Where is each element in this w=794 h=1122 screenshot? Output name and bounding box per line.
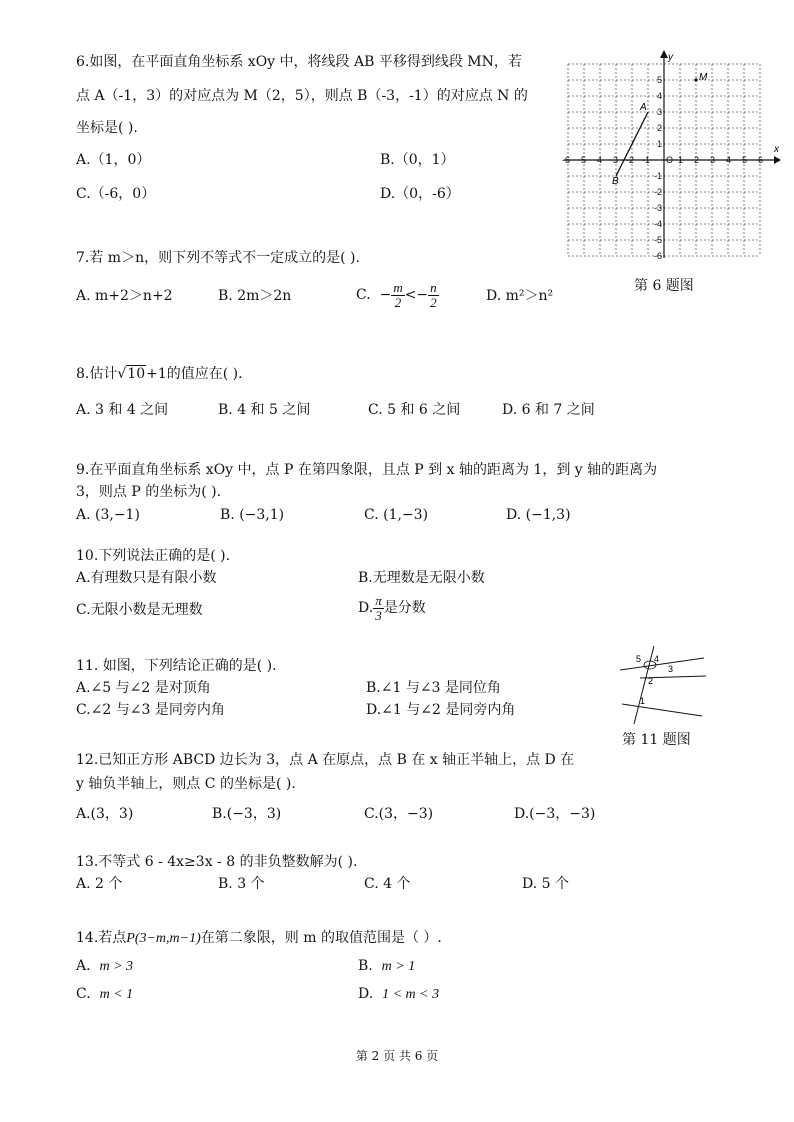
q7-option-c: C. − $\frac{m}{2}$ <− $\frac{n}{2}$: [356, 279, 437, 310]
q6-stem-line1: 6.如图，在平面直角坐标系 xOy 中，将线段 AB 平移得到线段 MN，若: [76, 54, 522, 70]
point-b-label: B: [612, 176, 619, 187]
q8-radicand: 10: [127, 366, 146, 382]
q7-option-b: B. 2m＞2n: [218, 288, 292, 304]
q11-stem: 11. 如图，下列结论正确的是( ).: [76, 658, 277, 674]
q12-stem-line1: 12.已知正方形 ABCD 边长为 3，点 A 在原点，点 B 在 x 轴正半轴上，点 D 在: [76, 752, 575, 768]
q7-fraction-n: $\frac{n}{2}$: [430, 279, 437, 310]
q13-option-c: C. 4 个: [364, 876, 411, 892]
q6-option-c: C.（-6，0）: [76, 186, 156, 202]
q13-stem: 13.不等式 6 - 4x≥3x - 8 的非负整数解为( ).: [76, 854, 358, 870]
q9-option-a: A. (3,−1): [76, 507, 140, 523]
page-footer: 第 2 页 共 6 页: [355, 1049, 439, 1063]
x-tick-label: 6: [758, 155, 764, 165]
q8-option-a: A. 3 和 4 之间: [76, 402, 169, 418]
q11-figure-caption: 第 11 题图: [622, 732, 691, 748]
angle-label-5: 5: [636, 654, 642, 664]
q6-coordinate-figure: [560, 48, 782, 264]
q12-stem-line2: y 轴负半轴上，则点 C 的坐标是( ).: [76, 776, 296, 792]
angle-label-4: 4: [654, 654, 660, 664]
q12-option-d: D.(−3，−3): [514, 806, 596, 822]
q7-option-c-label: C.: [356, 287, 371, 303]
x-tick-label: 1: [678, 155, 684, 165]
x-tick-label: 2: [694, 155, 700, 165]
q10-option-b: B.无理数是无限小数: [358, 570, 485, 586]
q14-stem: 14.若点P(3−m,m−1)在第二象限，则 m 的取值范围是（ ）.: [76, 930, 442, 946]
q9-stem-line1: 9.在平面直角坐标系 xOy 中，点 P 在第四象限，且点 P 到 x 轴的距离为 1，到 y 轴的距离为: [76, 462, 658, 478]
q14-option-a: A. m > 3: [76, 958, 134, 974]
angle-label-3: 3: [668, 664, 674, 674]
q11-option-c: C.∠2 与∠3 是同旁内角: [76, 702, 225, 718]
x-tick-label: -5: [578, 155, 587, 165]
x-axis-label: x: [774, 144, 779, 155]
q8-option-b: B. 4 和 5 之间: [218, 402, 311, 418]
q7-option-d: D. m²＞n²: [486, 288, 554, 304]
q12-option-b: B.(−3，3): [212, 806, 282, 822]
q6-option-b: B.（0，1）: [380, 152, 455, 168]
y-tick-label: -5: [654, 235, 663, 245]
q6-option-a: A.（1，0）: [76, 152, 151, 168]
q11-option-b: B.∠1 与∠3 是同位角: [366, 680, 501, 696]
q13-option-d: D. 5 个: [522, 876, 569, 892]
point-a-label: A: [640, 102, 647, 113]
x-tick-label: 3: [710, 155, 716, 165]
q10-option-a: A.有理数只是有限小数: [76, 570, 217, 586]
x-tick-label: -1: [642, 155, 651, 165]
q14-option-c: C. m < 1: [76, 986, 134, 1002]
x-tick-label: -3: [610, 155, 619, 165]
x-tick-label: 4: [726, 155, 732, 165]
q7-fraction-m: $\frac{m}{2}$: [393, 279, 403, 310]
q13-option-a: A. 2 个: [76, 876, 123, 892]
q11-option-a: A.∠5 与∠2 是对顶角: [76, 680, 211, 696]
y-tick-label: -6: [654, 251, 663, 261]
q8-option-c: C. 5 和 6 之间: [368, 402, 461, 418]
q12-option-c: C.(3，−3): [364, 806, 434, 822]
q7-option-a: A. m+2＞n+2: [76, 288, 173, 304]
angle-label-2: 2: [648, 676, 654, 686]
q6-stem-line2: 点 A（-1，3）的对应点为 M（2，5），则点 B（-3，-1）的对应点 N 的: [76, 88, 528, 104]
q9-option-d: D. (−1,3): [506, 507, 571, 523]
q10-stem: 10.下列说法正确的是( ).: [76, 548, 231, 564]
q10-option-c: C.无限小数是无理数: [76, 602, 203, 618]
q6-figure-caption: 第 6 题图: [634, 278, 694, 294]
y-tick-label: -1: [654, 171, 663, 181]
x-tick-label: -2: [626, 155, 635, 165]
x-tick-label: -4: [594, 155, 603, 165]
y-tick-label: -3: [654, 203, 663, 213]
y-tick-label: -2: [654, 187, 663, 197]
q13-option-b: B. 3 个: [218, 876, 265, 892]
x-tick-label: 5: [742, 155, 748, 165]
x-tick-label: -6: [562, 155, 571, 165]
q11-option-d: D.∠1 与∠2 是同旁内角: [366, 702, 516, 718]
q9-stem-line2: 3，则点 P 的坐标为( ).: [76, 484, 222, 500]
q7-stem: 7.若 m＞n，则下列不等式不一定成立的是( ).: [76, 250, 360, 266]
y-tick-label: 1: [657, 139, 663, 149]
q8-option-d: D. 6 和 7 之间: [502, 402, 595, 418]
x-tick-label: O: [666, 155, 674, 165]
q9-option-b: B. (−3,1): [220, 507, 285, 523]
point-m-label: M: [699, 72, 708, 83]
q11-angle-figure: [612, 640, 712, 726]
q14-option-b: B. m > 1: [358, 958, 416, 974]
y-tick-label: 5: [657, 75, 663, 85]
y-tick-label: -4: [654, 219, 663, 229]
y-tick-label: 4: [657, 91, 663, 101]
q8-stem: 8.估计√10+1的值应在( ).: [76, 366, 243, 382]
angle-label-1: 1: [640, 696, 646, 706]
q6-stem-line3: 坐标是( ).: [76, 120, 138, 136]
q9-option-c: C. (1,−3): [364, 507, 429, 523]
q6-option-d: D.（0，-6）: [380, 186, 460, 202]
q14-point-expression: P(3−m,m−1): [126, 931, 201, 946]
y-tick-label: 2: [657, 123, 663, 133]
q10-option-d: D. $\frac{\pi}{3}$ 是分数: [358, 592, 426, 623]
q14-option-d: D. 1 < m < 3: [358, 986, 440, 1002]
q12-option-a: A.(3，3): [76, 806, 134, 822]
y-axis-label: y: [668, 52, 673, 63]
q10-fraction-pi: $\frac{\pi}{3}$: [375, 592, 382, 623]
y-tick-label: 3: [657, 107, 663, 117]
